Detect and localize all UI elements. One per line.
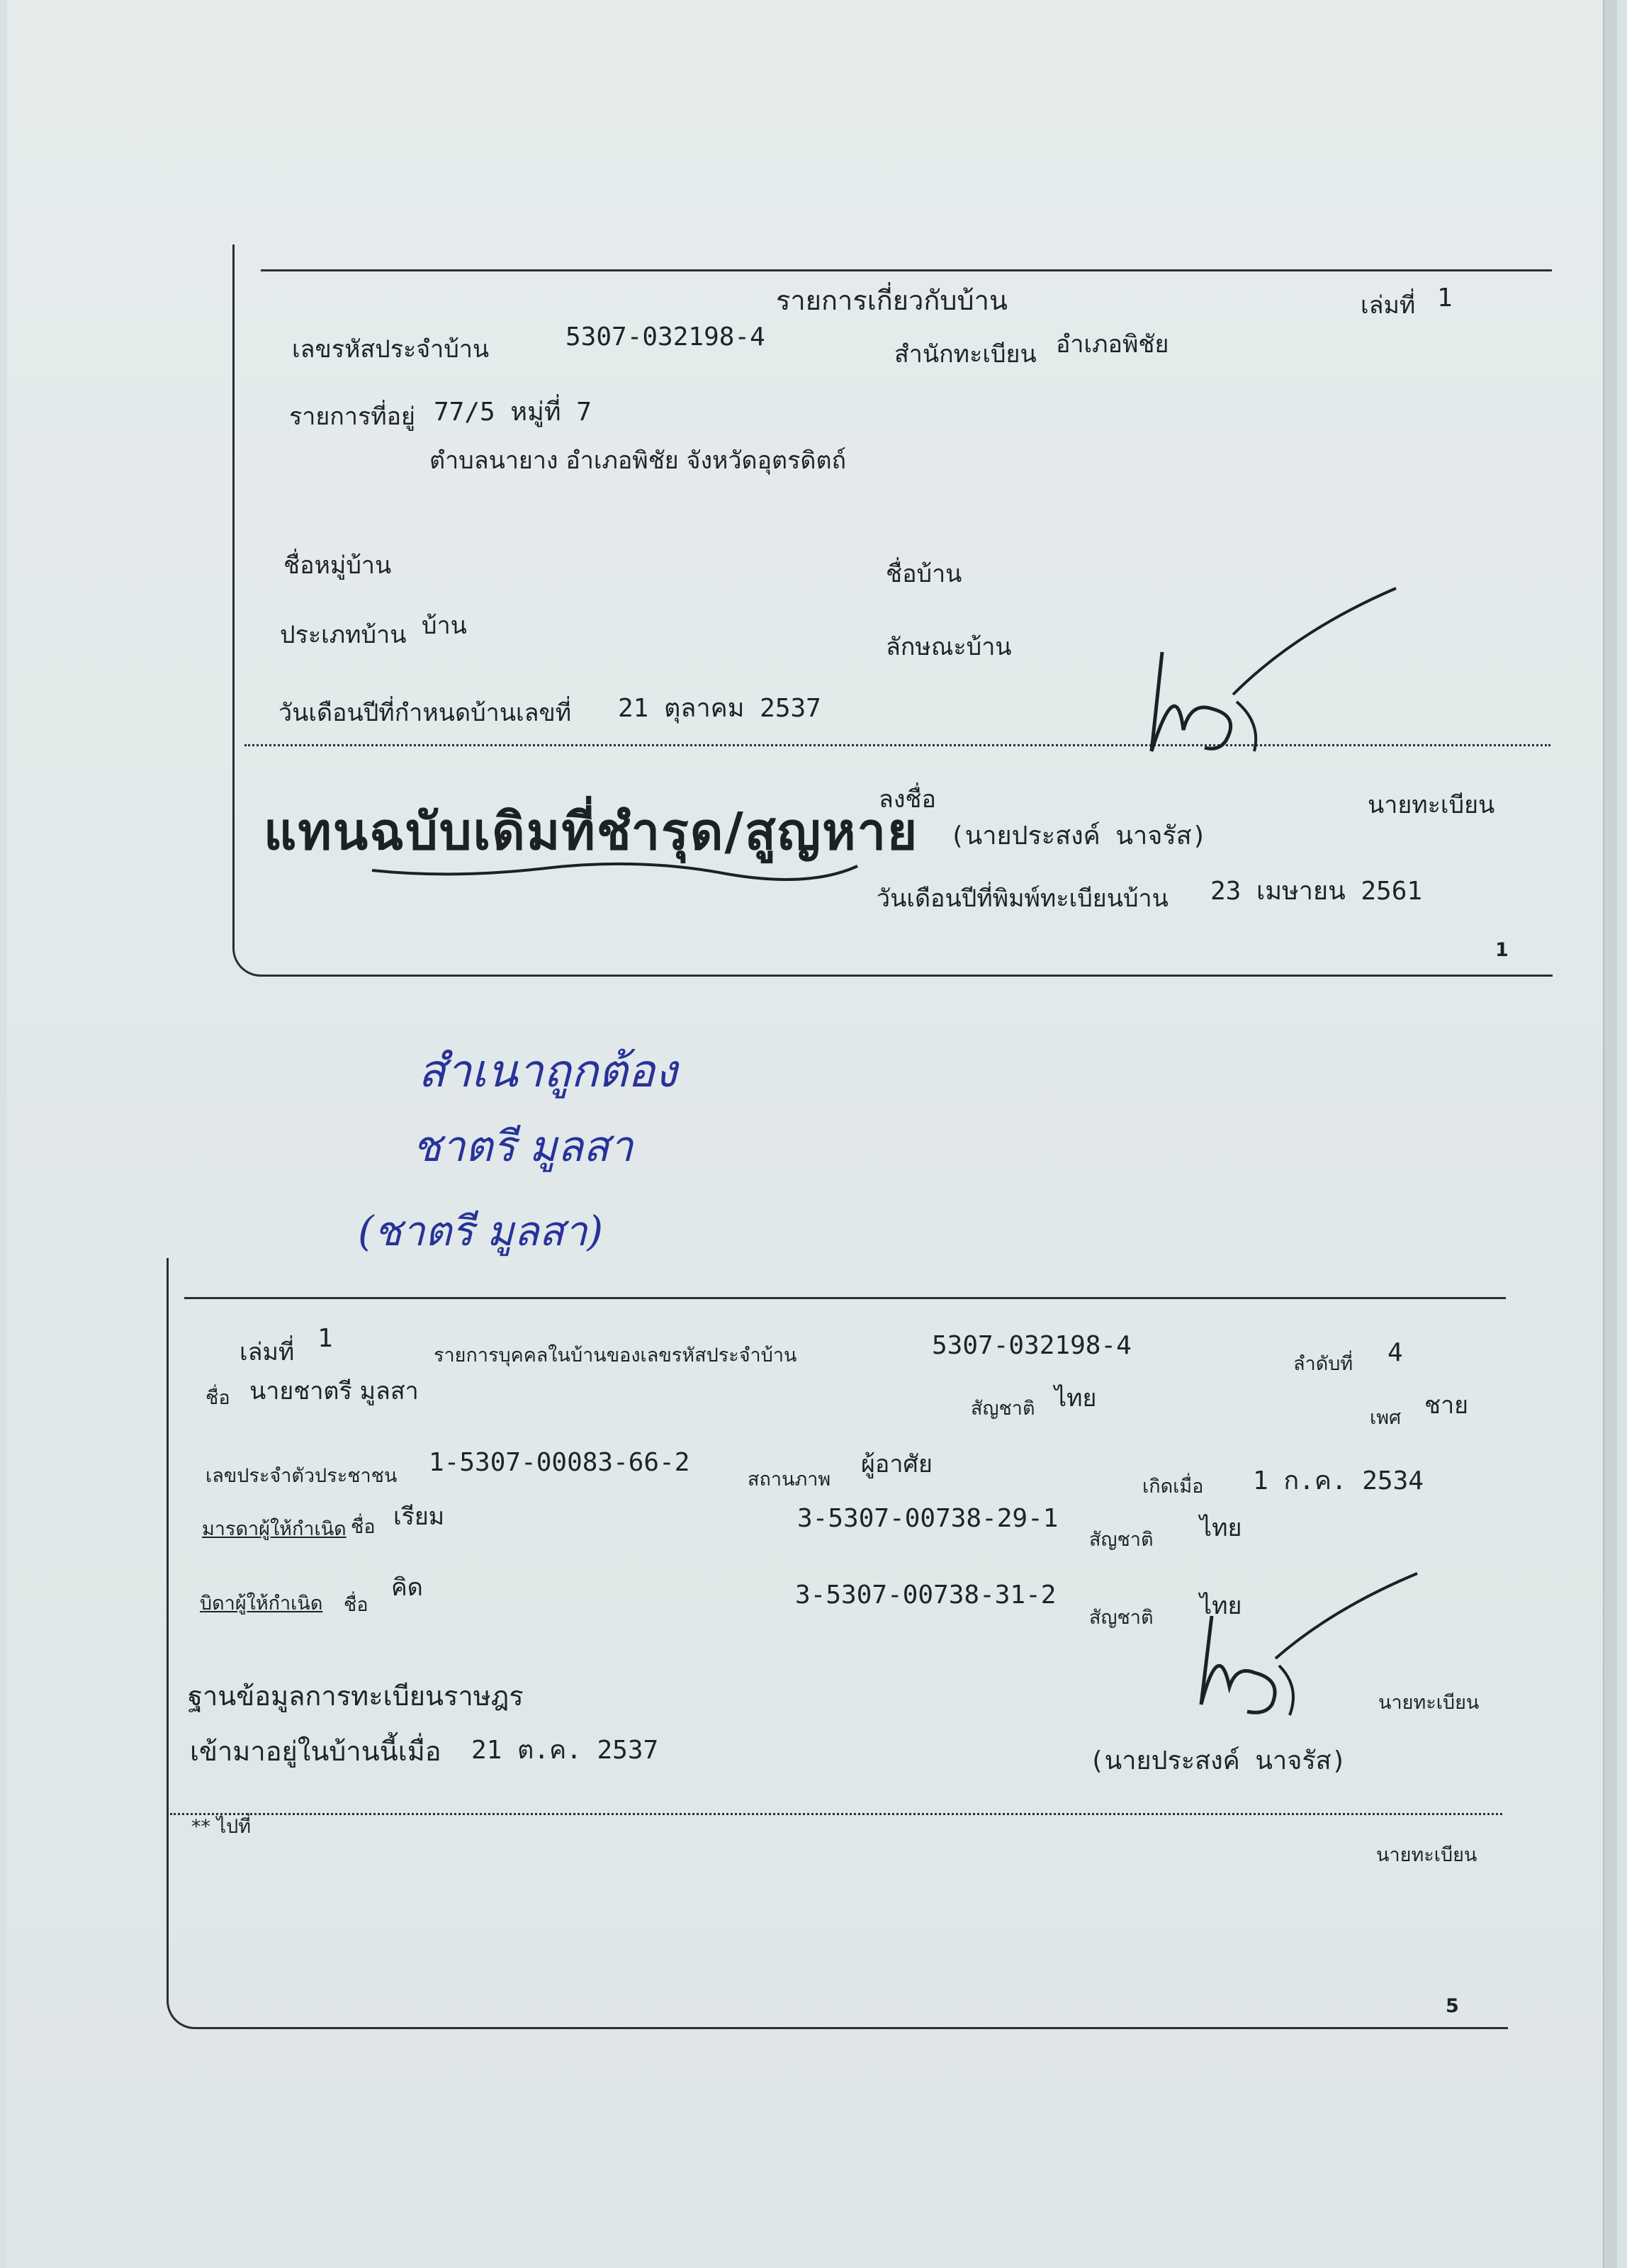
nationality: ไทย: [1054, 1384, 1097, 1413]
address-label: รายการที่อยู่: [289, 403, 415, 431]
house-type-label: ประเภทบ้าน: [280, 621, 407, 649]
house-sign-label: ลงชื่อ: [879, 785, 936, 814]
print-date: 23 เมษายน 2561: [1210, 877, 1423, 906]
person-name-label: ชื่อ: [206, 1387, 230, 1409]
house-record-title: รายการเกี่ยวกับบ้าน: [776, 285, 1008, 316]
stamp-underline-mark: [368, 858, 865, 886]
status: ผู้อาศัย: [861, 1450, 933, 1478]
certification-line1: สำเนาถูกต้อง: [418, 1045, 677, 1098]
certification-name: (ชาตรี มูลสา): [358, 1207, 604, 1255]
id-label: เลขประจำตัวประชาชน: [206, 1465, 398, 1487]
house-name-label: ชื่อบ้าน: [886, 560, 962, 588]
source-label: ฐานข้อมูลการทะเบียนราษฎร: [188, 1680, 524, 1712]
person-book-label: เล่มที่: [240, 1338, 295, 1366]
person-page-no: 5: [1446, 1995, 1459, 2017]
registry-office: อำเภอพิชัย: [1056, 330, 1169, 359]
father-nat-label: สัญชาติ: [1089, 1607, 1154, 1629]
moved-in-date: 21 ต.ค. 2537: [471, 1736, 659, 1765]
nationality-label: สัญชาติ: [971, 1398, 1035, 1420]
mother-label: มารดาผู้ให้กำเนิด: [202, 1518, 347, 1540]
certification-signature: ชาตรี มูลสา: [412, 1122, 634, 1172]
house-registrar-title: นายทะเบียน: [1368, 791, 1495, 819]
house-book-no: 1: [1437, 284, 1453, 313]
page-edge: [1603, 0, 1617, 2268]
assigned-date: 21 ตุลาคม 2537: [618, 694, 821, 723]
mother-name-label: ชื่อ: [351, 1516, 376, 1538]
person-registrar-title: นายทะเบียน: [1378, 1692, 1480, 1714]
mother-nat-label: สัญชาติ: [1089, 1529, 1154, 1551]
house-registrar-name: (นายประสงค์ นาจรัส): [950, 821, 1207, 850]
house-card-top-border: [261, 269, 1552, 271]
house-type: บ้าน: [422, 612, 467, 640]
registrar-signature-1: [1084, 588, 1403, 773]
mother-name: เรียม: [393, 1503, 445, 1531]
house-char-label: ลักษณะบ้าน: [886, 633, 1012, 661]
moved-in-label: เข้ามาอยู่ในบ้านนี้เมื่อ: [190, 1736, 441, 1767]
mother-nat: ไทย: [1200, 1514, 1242, 1542]
sex: ชาย: [1424, 1391, 1469, 1420]
person-name: นายชาตรี มูลสา: [249, 1377, 419, 1405]
sex-label: เพศ: [1370, 1407, 1402, 1429]
person-card-top-border: [184, 1297, 1506, 1299]
father-name-label: ชื่อ: [344, 1594, 368, 1616]
order-label: ลำดับที่: [1293, 1353, 1353, 1375]
house-page-no: 1: [1495, 939, 1509, 961]
address-line2: ตำบลนายาง อำเภอพิชัย จังหวัดอุตรดิตถ์: [429, 447, 847, 475]
replacement-stamp: แทนฉบับเดิมที่ชำรุด/สูญหาย: [264, 802, 919, 861]
village-label: ชื่อหมู่บ้าน: [283, 551, 392, 580]
citizen-id: 1-5307-00083-66-2: [429, 1448, 690, 1477]
father-nat: ไทย: [1200, 1592, 1242, 1620]
registry-office-label: สำนักทะเบียน: [894, 340, 1037, 369]
born-label: เกิดเมื่อ: [1142, 1476, 1204, 1498]
person-registrar-title-2: นายทะเบียน: [1376, 1844, 1477, 1866]
order-no: 4: [1387, 1338, 1403, 1367]
house-code: 5307-032198-4: [565, 322, 765, 352]
assigned-date-label: วันเดือนปีที่กำหนดบ้านเลขที่: [278, 699, 572, 727]
person-list-label: รายการบุคคลในบ้านของเลขรหัสประจำบ้าน: [434, 1344, 797, 1366]
father-label: บิดาผู้ให้กำเนิด: [200, 1593, 323, 1615]
status-label: สถานภาพ: [748, 1469, 831, 1491]
print-date-label: วันเดือนปีที่พิมพ์ทะเบียนบ้าน: [877, 885, 1169, 913]
father-name: คิด: [391, 1573, 423, 1602]
born-date: 1 ก.ค. 2534: [1253, 1466, 1424, 1495]
address-line1: 77/5 หมู่ที่ 7: [434, 398, 592, 427]
moved-to-label: ** ไปที่: [191, 1816, 252, 1838]
person-card-divider: [170, 1813, 1502, 1815]
person-book-no: 1: [317, 1324, 333, 1353]
mother-id: 3-5307-00738-29-1: [797, 1504, 1059, 1533]
father-id: 3-5307-00738-31-2: [795, 1581, 1057, 1610]
house-book-label: เล่มที่: [1361, 291, 1416, 320]
house-code-label: เลขรหัสประจำบ้าน: [292, 335, 490, 364]
person-registrar-name: (นายประสงค์ นาจรัส): [1089, 1746, 1347, 1775]
person-house-code: 5307-032198-4: [932, 1331, 1132, 1360]
